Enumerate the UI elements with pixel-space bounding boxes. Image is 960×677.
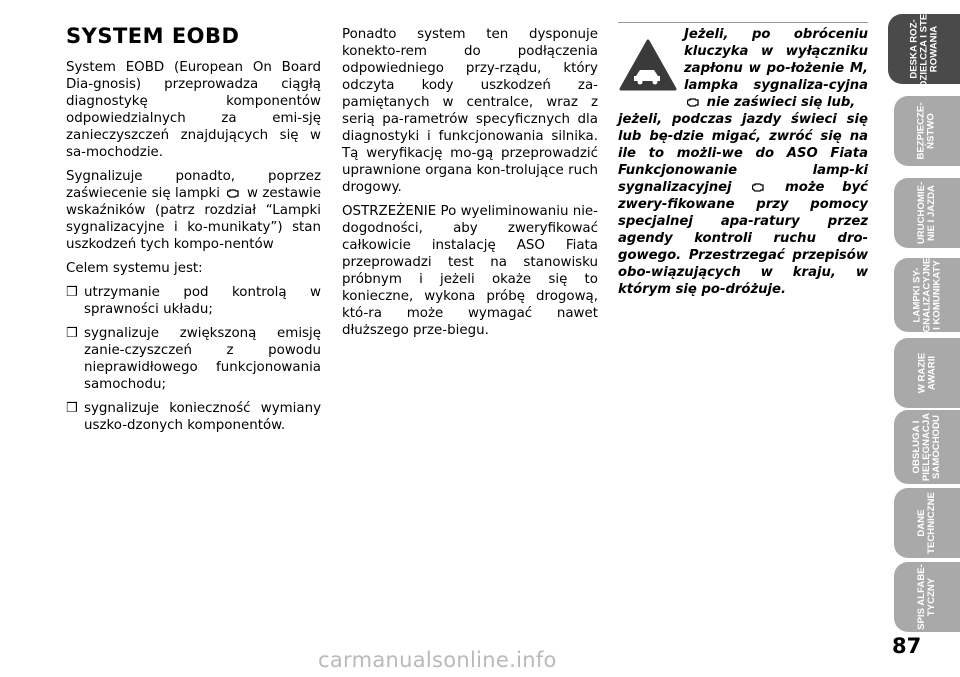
tab-label: W RAZIE AWARII	[915, 352, 937, 394]
tab-bezpieczenstwo[interactable]	[894, 96, 960, 166]
paragraph-signal-b: w zestawie wskaźników (patrz rozdział “Lampki sygnalizacyjne i ko-munikaty”) stan uszkodzeń tych kompo-nentów	[66, 186, 322, 252]
tab-label: BEZPIECZE- ŃSTWO	[915, 102, 937, 160]
paragraph-connector: Ponadto system ten dysponuje konekto-rem do podłączenia odpowiedniego przy-rządu, który odczyta kody uszkodzeń za-pamiętanych w centralce, wraz z serią pa-rametrów specyficznych dla diagnostyki i funkcjonowania silnika. Tą weryfikację mo-gą przeprowadzić uprawnione organa kon-trolujące ruch drogowy.	[342, 27, 598, 195]
tab-label: SPIS ALFABE- TYCZNY	[916, 564, 937, 630]
list-item	[66, 400, 321, 434]
warning-part1: Jeżeli, po obróceniu kluczyka w wyłączniku zapłonu w po-łożenie M, lampka sygnaliza-cyjna	[684, 27, 868, 93]
warning-triangle-car-icon	[618, 38, 678, 92]
tab-w-razie-awarii[interactable]	[894, 338, 960, 408]
list-item-text: utrzymanie pod kontrolą w sprawności układu;	[84, 285, 321, 317]
tab-label: DESKA ROZ- DZIELCZA I STE- ROWANIA	[908, 10, 939, 88]
column-middle	[342, 26, 598, 346]
tab-uruchomienie[interactable]	[894, 178, 960, 248]
engine-check-icon	[752, 182, 764, 192]
divider	[618, 22, 868, 23]
paragraph-signal	[66, 168, 321, 253]
list-item	[66, 284, 321, 318]
warning-part2: nie zaświeci się lub,	[706, 95, 856, 110]
checkbox-bullet-icon: ❒	[66, 285, 78, 300]
list-item-text: sygnalizuje konieczność wymiany uszko-dzonych komponentów.	[84, 401, 321, 433]
engine-check-icon	[687, 97, 699, 107]
watermark: carmanualsonline.info	[318, 648, 557, 672]
tab-label: LAMPKI SY- GNALIZACYJNE I KOMUNIKATY	[911, 257, 942, 333]
warning-part3: jeżeli, podczas jazdy świeci się lub bę-dzie migać, zwróć się na ile to możli-we do ASO Fiata Funkcjonowanie lamp-ki sygnalizacyjnej	[618, 112, 868, 195]
checkbox-bullet-icon: ❒	[66, 326, 78, 341]
paragraph-goal: Celem systemu jest:	[66, 261, 203, 276]
list-item-text: sygnalizuje zwiększoną emisję zanie-czyszczeń z powodu nieprawidłowego funkcjonowania samochodu;	[84, 326, 321, 392]
column-left	[66, 22, 321, 441]
paragraph-intro: System EOBD (European On Board Dia-gnosis) przeprowadza ciągłą diagnostykę komponentów odpowiedzialnych za emi-sję zanieczyszczeń znajdujących się w sa-mochodzie.	[66, 60, 321, 160]
list-item	[66, 325, 321, 393]
engine-check-icon	[227, 188, 239, 198]
warning-text-first	[684, 26, 868, 111]
page-number: 87	[892, 634, 922, 658]
checkbox-bullet-icon: ❒	[66, 401, 78, 416]
paragraph-warning-note: OSTRZEŻENIE Po wyeliminowaniu nie-dogodności, aby zweryfikować całkowicie instalację ASO Fiata przeprowadzi test na stanowisku próbnym i jeżeli okaże się to konieczne, wykona próbę drogową, któ-ra może wymagać nawet dłuższego prze-biegu.	[342, 204, 598, 338]
tab-deska-rozdzielcza[interactable]	[888, 10, 960, 88]
warning-text-rest	[618, 111, 868, 298]
tab-dane-techniczne[interactable]	[894, 488, 960, 558]
tab-obsluga[interactable]	[894, 410, 960, 484]
tab-label: OBSŁUGA I PIELĘGNACJA SAMOCHODU	[911, 412, 943, 482]
section-title: SYSTEM EOBD	[66, 24, 240, 48]
warning-box	[618, 26, 868, 305]
tab-spis-alfabetyczny[interactable]	[894, 562, 960, 632]
tab-label: URUCHOMIE- NIE I JAZDA	[915, 181, 937, 245]
tab-lampki[interactable]	[894, 258, 960, 332]
chapter-tabs	[880, 0, 960, 677]
paragraph-signal-a: Sygnalizuje ponadto, poprzez zaświecenie się lampki	[66, 169, 321, 201]
warning-part4: może być zwery-fikowane przy pomocy specjalnej apa-ratury przez agendy kontroli ruchu dro-gowego. Przestrzegać przepisów obo-wiązujących w kraju, w którym się po-dróżuje.	[618, 180, 869, 297]
tab-label: DANE TECHNICZNE	[915, 492, 937, 554]
